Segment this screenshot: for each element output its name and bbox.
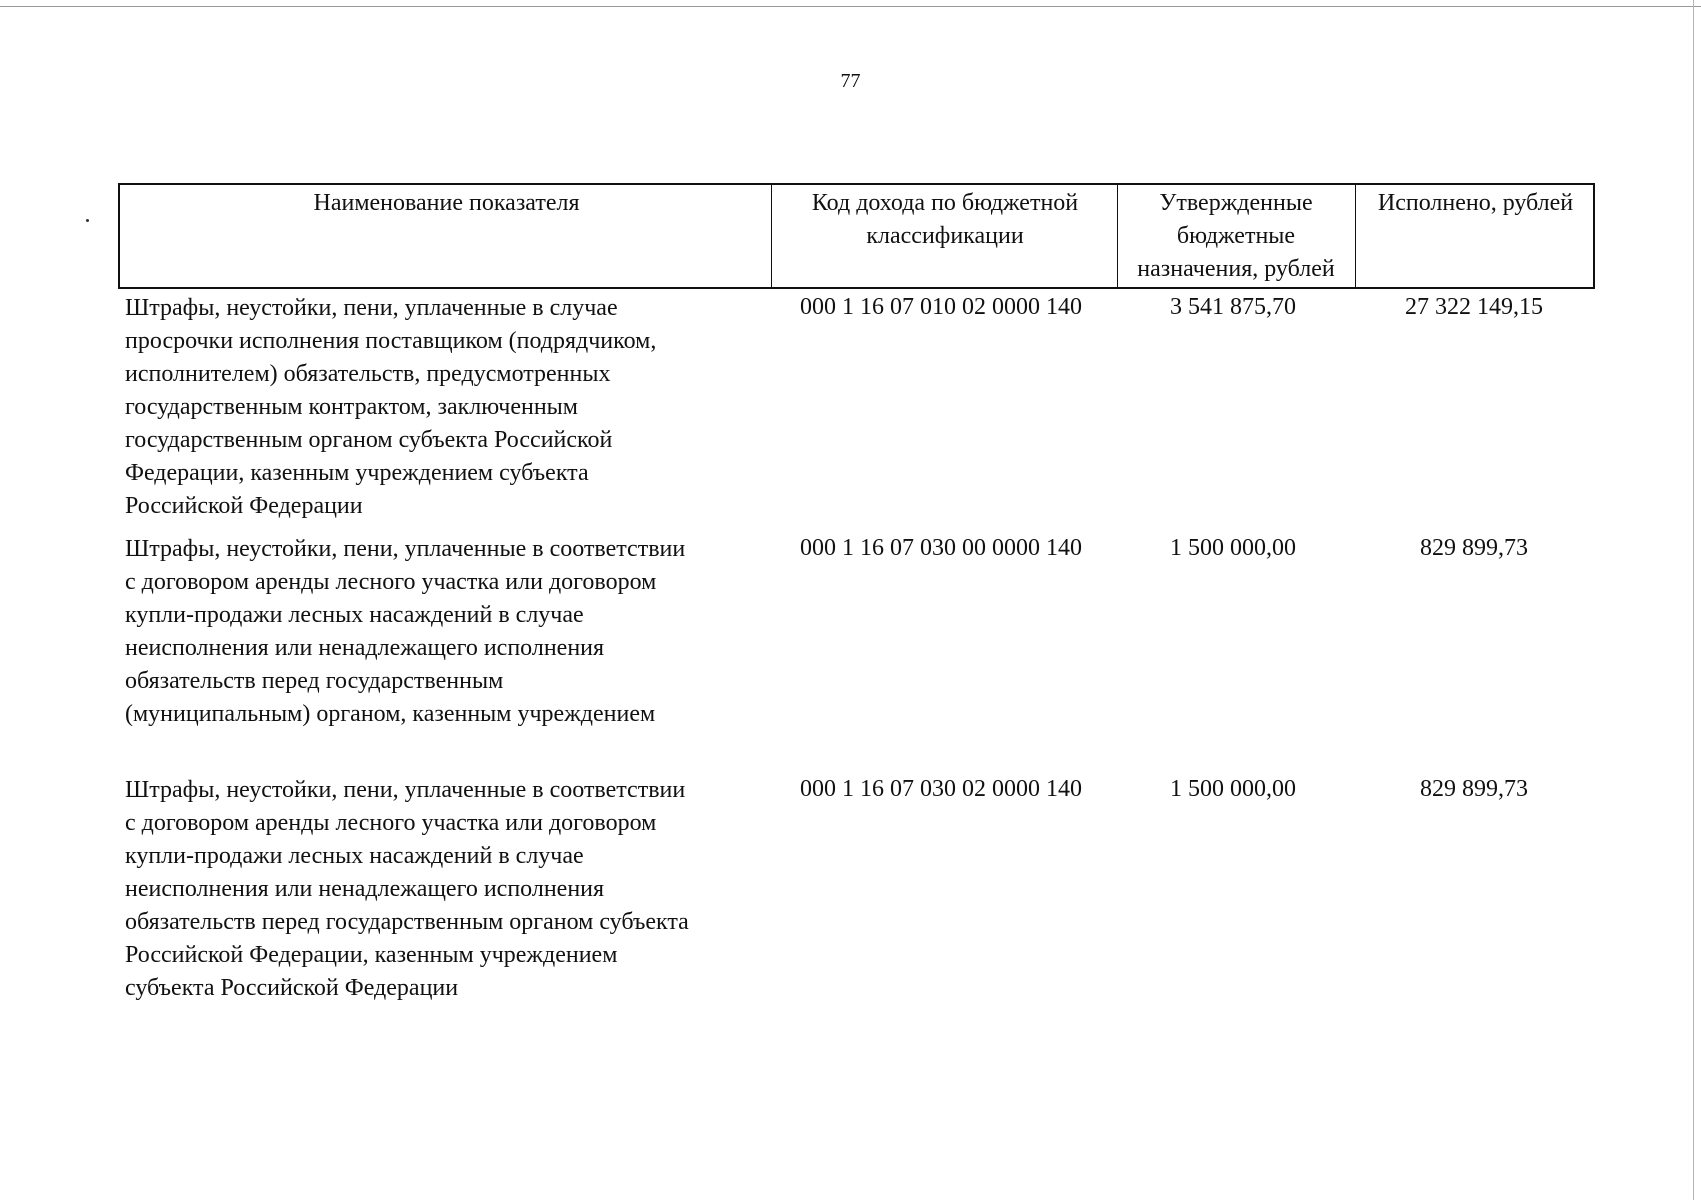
page-number: 77 bbox=[840, 70, 861, 92]
row-code: 000 1 16 07 010 02 0000 140 bbox=[800, 294, 1082, 320]
column-divider bbox=[1117, 185, 1118, 287]
row-executed: 829 899,73 bbox=[1420, 535, 1528, 561]
row-name: Штрафы, неустойки, пени, уплаченные в соответствии с договором аренды лесного участка или договором купли-продажи лесных насаждений в случае неисполнения или ненадлежащего исполнения обязательств перед государственным органом субъекта Российской Федерации, казенным учреждением субъекта Российской Федерации bbox=[125, 777, 689, 1001]
header-name: Наименование показателя bbox=[313, 190, 580, 216]
row-approved: 1 500 000,00 bbox=[1170, 776, 1296, 802]
row-name: Штрафы, неустойки, пени, уплаченные в случае просрочки исполнения поставщиком (подрядчиком, исполнителем) обязательств, предусмотренных государственным контрактом, заключенным государственным органом субъекта Российской Федерации, казенным учреждением субъекта Российской Федерации bbox=[125, 295, 657, 519]
row-name: Штрафы, неустойки, пени, уплаченные в соответствии с договором аренды лесного участка или договором купли-продажи лесных насаждений в случае неисполнения или ненадлежащего исполнения обязательств перед государственным (муниципальным) органом, казенным учреждением bbox=[125, 536, 686, 727]
row-executed: 829 899,73 bbox=[1420, 776, 1528, 802]
header-code: Код дохода по бюджетной классификации bbox=[811, 190, 1079, 249]
row-code: 000 1 16 07 030 02 0000 140 bbox=[800, 776, 1082, 802]
scan-right-edge bbox=[1693, 0, 1694, 1200]
header-executed: Исполнено, рублей bbox=[1377, 190, 1574, 216]
row-code: 000 1 16 07 030 00 0000 140 bbox=[800, 535, 1082, 561]
scan-top-edge bbox=[0, 6, 1701, 7]
scan-speck bbox=[86, 219, 89, 222]
row-executed: 27 322 149,15 bbox=[1405, 294, 1543, 320]
row-approved: 3 541 875,70 bbox=[1170, 294, 1296, 320]
table-header-frame bbox=[118, 183, 1595, 289]
column-divider bbox=[1355, 185, 1356, 287]
column-divider bbox=[771, 185, 772, 287]
header-approved: Утвержденные бюджетные назначения, рублей bbox=[1137, 190, 1335, 282]
row-approved: 1 500 000,00 bbox=[1170, 535, 1296, 561]
